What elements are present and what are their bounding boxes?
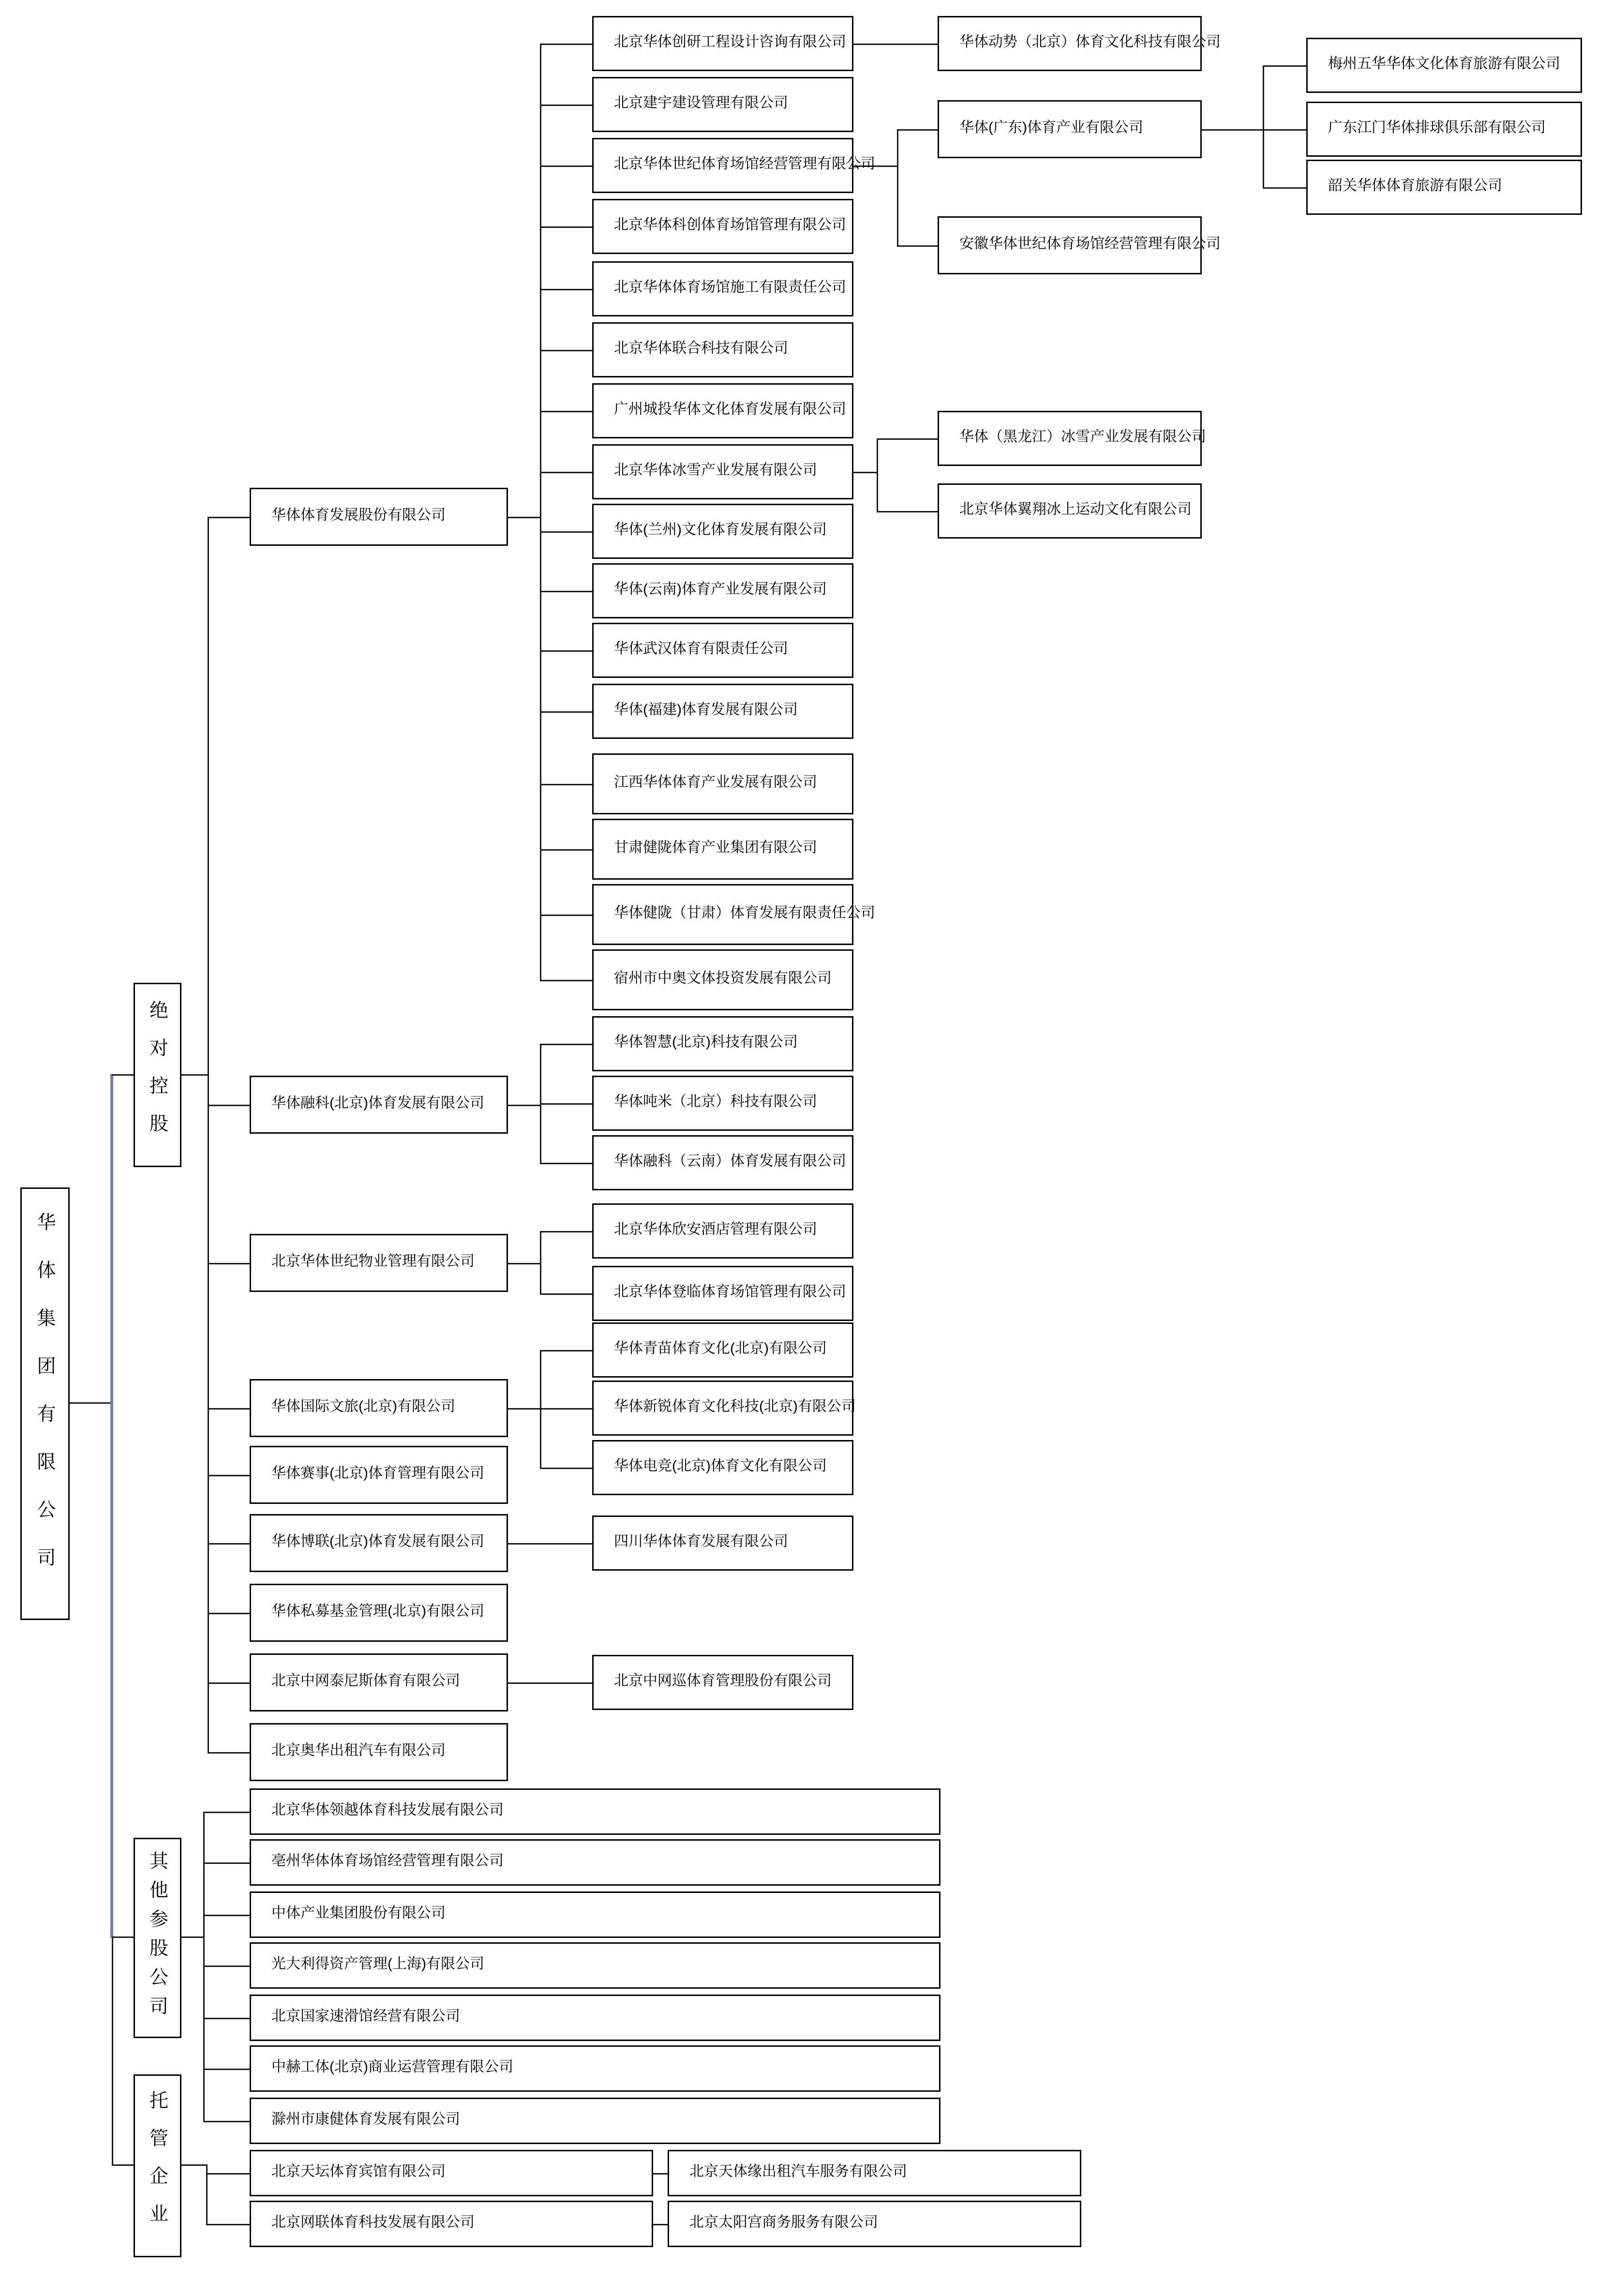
org-node [250,2098,940,2144]
org-node [938,483,1202,539]
org-node-label: 韶关华体体育旅游有限公司 [1328,179,1502,195]
org-node [592,684,853,739]
connector-line [1263,65,1306,67]
org-node [592,1135,853,1190]
org-node-label: 中体产业集团股份有限公司 [271,1906,446,1922]
org-node-label: 托管企业 [147,2090,168,2241]
connector-line [112,1936,134,1938]
org-node-label: 北京建宇建设管理有限公司 [614,96,788,112]
org-node [250,1514,508,1572]
org-node [592,77,853,132]
org-node [592,753,853,814]
org-node [250,1234,508,1292]
org-node-label: 北京天坛体育宾馆有限公司 [271,2164,446,2180]
org-node-label: 北京华体世纪物业管理有限公司 [271,1254,475,1270]
org-node [250,1379,508,1437]
org-node [592,383,853,438]
org-node-label: 华体国际文旅(北京)有限公司 [271,1399,456,1415]
org-node-label: 江西华体体育产业发展有限公司 [614,775,817,791]
connector-line [208,1475,250,1476]
connector-line [540,1293,592,1295]
org-node-label: 北京奥华出租汽车有限公司 [271,1743,446,1759]
org-node-label: 华体武汉体育有限责任公司 [614,642,788,658]
org-node [250,1788,940,1835]
org-node [592,1266,853,1321]
org-node [592,1655,853,1710]
connector-line [877,438,938,440]
connector-line [1263,187,1306,189]
connector-line [508,1408,540,1410]
org-node-label: 北京华体欣安酒店管理有限公司 [614,1222,817,1238]
connector-line [206,2224,250,2225]
org-node-label: 华体新锐体育文化科技(北京)有限公司 [614,1399,856,1415]
org-node [1306,38,1582,93]
org-node-label: 北京华体联合科技有限公司 [614,341,788,357]
org-node [250,1891,940,1938]
org-node-label: 中赫工体(北京)商业运营管理有限公司 [271,2060,514,2076]
connector-line [853,44,938,45]
org-node [592,1381,856,1436]
connector-line [112,2164,134,2166]
org-node [250,1995,940,2041]
org-node-label: 亳州华体体育场馆经营管理有限公司 [271,1854,504,1870]
org-node [250,1942,940,1989]
connector-line [508,1682,592,1684]
connector-line [540,289,592,290]
org-node-label: 甘肃健陇体育产业集团有限公司 [614,840,817,856]
connector-line [540,1044,592,1045]
org-node-label: 华体（黑龙江）冰雪产业发展有限公司 [959,430,1206,446]
connector-line [540,44,592,45]
org-node-label: 北京网联体育科技发展有限公司 [271,2215,475,2231]
org-node-label: 广东江门华体排球俱乐部有限公司 [1328,120,1546,136]
org-node-label: 华体青苗体育文化(北京)有限公司 [614,1341,827,1357]
connector-line [540,1231,592,1232]
org-node [250,2045,940,2092]
connector-line [508,1263,540,1264]
connector-line [203,1915,250,1916]
connector-line [508,1543,592,1545]
connector-line [540,472,592,473]
org-node-label: 北京华体翼翔冰上运动文化有限公司 [959,502,1192,518]
org-node [1306,102,1582,157]
connector-line [203,1862,250,1864]
connector-line [540,1350,592,1351]
org-node [250,1584,508,1642]
org-node-label: 宿州市中奥文体投资发展有限公司 [614,971,832,987]
org-node-label: 华体动势（北京）体育文化科技有限公司 [959,35,1221,51]
org-node-label: 华体赛事(北京)体育管理有限公司 [271,1466,485,1482]
org-node-label: 华体智慧(北京)科技有限公司 [614,1035,798,1051]
connector-line [208,517,209,1752]
connector-line [897,129,938,131]
org-node [592,16,853,71]
org-node-label: 华体(福建)体育发展有限公司 [614,703,798,719]
org-node-label: 其他参股公司 [147,1851,168,2025]
connector-line [208,1613,250,1614]
org-node [592,819,853,880]
connector-line [112,1074,134,1076]
root-node [20,1187,70,1620]
org-node-label: 北京华体领越体育科技发展有限公司 [271,1803,504,1819]
connector-line [181,1936,203,1938]
org-node-label: 华体融科（云南）体育发展有限公司 [614,1154,846,1170]
connector-line [206,2173,250,2175]
connector-line [112,1938,113,2166]
org-node-label: 北京华体创研工程设计咨询有限公司 [614,35,846,51]
org-node [250,2201,653,2247]
connector-line [508,1105,540,1106]
org-node-label: 北京华体世纪体育场馆经营管理有限公司 [614,157,875,173]
connector-line [508,517,540,518]
connector-line [540,1408,592,1410]
org-node-label: 北京天体缘出租汽车服务有限公司 [689,2164,907,2180]
org-node [592,199,853,254]
org-node-label: 北京华体科创体育场馆管理有限公司 [614,218,846,234]
connector-line [540,1103,592,1105]
org-node [668,2150,1081,2196]
org-node-label: 华体集团有限公司 [34,1212,56,1595]
connector-line [540,849,592,851]
connector-line [203,2121,250,2122]
org-node [592,504,853,559]
org-node-label: 北京华体体育场馆施工有限责任公司 [614,280,846,296]
org-node [592,138,875,193]
connector-line [181,1074,208,1076]
connector-line [203,1812,250,1813]
connector-line [208,517,250,518]
org-node-label: 华体融科(北京)体育发展有限公司 [271,1096,485,1112]
connector-line [70,1402,112,1404]
group-node-absolute-holding [134,983,181,1167]
org-node-label: 北京华体登临体育场馆管理有限公司 [614,1285,846,1301]
connector-line [208,1752,250,1754]
org-node [592,949,853,1010]
org-node-label: 绝对控股 [147,999,168,1151]
org-node [250,1723,508,1781]
org-node-label: 北京中网巡体育管理股份有限公司 [614,1674,832,1690]
org-node [592,1322,853,1378]
org-node [592,623,853,678]
connector-line [540,650,592,652]
org-node [592,884,875,945]
org-node [250,1653,508,1711]
connector-line [653,2173,668,2175]
connector-line [877,511,938,512]
org-node [250,2150,653,2196]
org-node [938,411,1206,466]
org-node-label: 四川华体体育发展有限公司 [614,1534,788,1550]
connector-line [1263,129,1306,131]
connector-line [540,531,592,533]
connector-line [181,2164,206,2166]
org-node [250,1839,940,1886]
org-node-label: 华体(云南)体育产业发展有限公司 [614,582,827,598]
org-node [592,1016,853,1071]
connector-line [897,129,898,245]
org-node [592,1516,853,1571]
org-node [938,100,1202,158]
connector-line [540,915,592,916]
connector-line [208,1408,250,1410]
org-node-label: 华体健陇（甘肃）体育发展有限责任公司 [614,906,875,922]
connector-line [540,591,592,592]
connector-line [540,1231,541,1293]
org-node-label: 华体体育发展股份有限公司 [271,508,446,524]
org-node-label: 华体私募基金管理(北京)有限公司 [271,1604,485,1620]
org-node-label: 华体博联(北京)体育发展有限公司 [271,1534,485,1550]
connector-line [540,411,592,412]
org-node [592,1076,853,1131]
connector-line [203,2018,250,2019]
org-node-label: 广州城投华体文化体育发展有限公司 [614,402,846,418]
connector-line [653,2224,668,2225]
connector-line [540,980,592,981]
group-node-trusteeship [134,2074,181,2257]
org-node [592,1440,853,1495]
connector-line [540,105,592,106]
org-node-label: 滁州市康健体育发展有限公司 [271,2112,460,2128]
org-node-label: 北京华体冰雪产业发展有限公司 [614,463,817,479]
org-node [668,2201,1081,2247]
connector-line [540,1163,592,1164]
connector-line [540,44,541,980]
connector-line [540,711,592,713]
org-node [592,444,853,499]
connector-line [203,2069,250,2070]
connector-line [1263,65,1264,187]
org-node [938,16,1221,71]
org-node [592,563,853,618]
org-node [1306,160,1582,215]
connector-line [853,472,877,473]
connector-line [208,1543,250,1545]
connector-line [897,245,938,247]
org-node-label: 华体电竞(北京)体育文化有限公司 [614,1459,827,1475]
org-node-label: 华体(兰州)文化体育发展有限公司 [614,523,827,539]
org-node [592,261,853,316]
connector-line [540,165,592,167]
org-node [250,1446,508,1504]
connector-line [877,438,878,511]
connector-line [203,1966,250,1967]
org-node [592,1203,853,1259]
connector-line [540,226,592,228]
connector-line [208,1682,250,1684]
org-node-label: 华体(广东)体育产业有限公司 [959,120,1144,136]
org-node-label: 北京中网泰尼斯体育有限公司 [271,1674,460,1690]
connector-line [540,784,592,785]
org-node [250,488,508,546]
org-node-label: 北京国家速滑馆经营有限公司 [271,2009,460,2025]
org-node [592,322,853,377]
org-node [938,216,1221,274]
connector-line [208,1105,250,1106]
connector-line [208,1263,250,1264]
org-node-label: 光大利得资产管理(上海)有限公司 [271,1957,485,1973]
group-node-other-shareholding [134,1838,181,2038]
org-node [250,1076,508,1134]
connector-line [540,350,592,351]
connector-line [110,1074,113,1938]
connector-line [1202,129,1263,131]
org-node-label: 北京太阳宫商务服务有限公司 [689,2215,878,2231]
org-node-label: 华体吨米（北京）科技有限公司 [614,1095,817,1110]
org-node-label: 安徽华体世纪体育场馆经营管理有限公司 [959,237,1221,253]
connector-line [540,1468,592,1469]
org-node-label: 梅州五华华体文化体育旅游有限公司 [1328,57,1560,73]
